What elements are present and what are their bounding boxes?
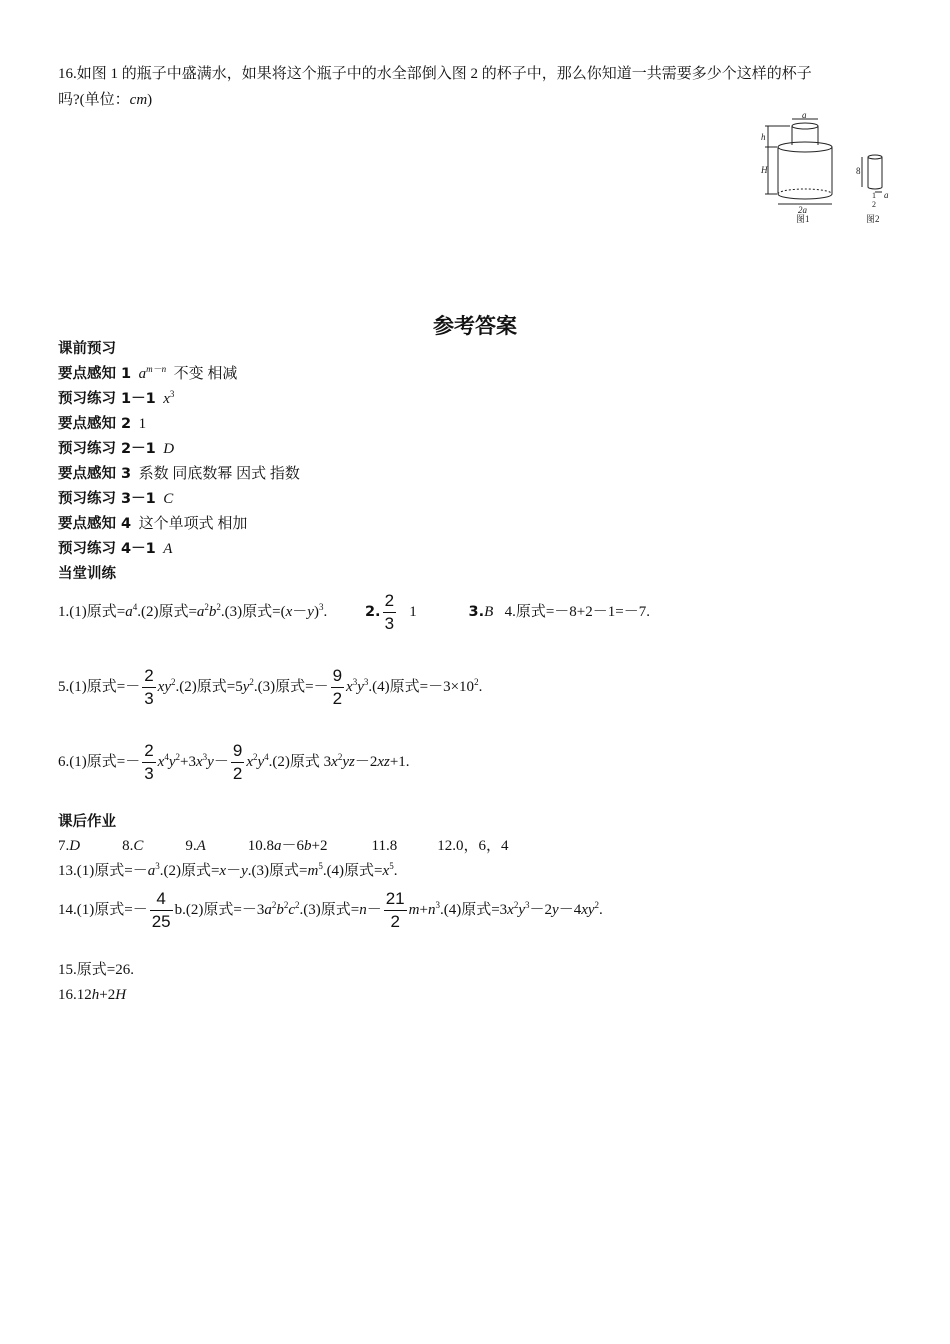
answer-q1-4: 1.(1)原式$=a^4.(2)$原式$=a^2b^2.(3)$原式$=(x-y)^3$. 2. $\frac{2}{3}$ 1 3.B 4.原式=－8+2－1=－7. (58, 591, 650, 634)
bottle-cup-figure (760, 110, 900, 228)
fig1-label-a: a (802, 110, 807, 120)
problem-16-line2: 吗?(单位：cm) (58, 92, 153, 108)
fig2-label-a: a (884, 190, 889, 200)
answer-q16: 16.12h+2H (58, 987, 127, 1003)
fraction-2-3: $\frac{2}{3}$ (384, 591, 395, 634)
answer-row-3: 要点感知 2 1 (58, 416, 147, 432)
answer-row-8: 预习练习 4－1 A (58, 541, 173, 557)
fig2-half-den: 2 (872, 200, 876, 209)
section-preview: 课前预习 (58, 341, 116, 357)
answer-row-1: 要点感知 1 $a^{m-n}$ 不变 相减 (58, 364, 238, 382)
answer-q13: 13.(1)原式$=-a^3.(2)$原式=x－y.(3)原式$=m^5.(4)$原式$=x^5$. (58, 861, 398, 879)
section-classwork: 当堂训练 (58, 566, 116, 582)
fig1-label-H: H (761, 165, 768, 175)
answer-row-6: 预习练习 3－1 C (58, 491, 174, 507)
answer-row-5: 要点感知 3 系数 同底数幂 因式 指数 (58, 466, 300, 482)
section-homework: 课后作业 (58, 814, 116, 830)
answer-row-4: 预习练习 2－1 D (58, 441, 175, 457)
answer-q15: 15.原式=26. (58, 962, 134, 978)
answers-title: 参考答案 (433, 314, 517, 338)
fig2-caption: 图2 (866, 214, 880, 224)
problem-16-line1: 16.如图 1 的瓶子中盛满水，如果将这个瓶子中的水全部倒入图 2 的杯子中，那么你知道一共需要多少个这样的杯子 (58, 66, 812, 82)
answer-q5: 5.(1)原式=－ $\frac{2}{3}$ $xy^2.(2)$原式$=5y^2.(3)$原式=－ $\frac{9}{2}$ $x^3y^3.(4)$原式$=-3\times 10^2$. (58, 666, 483, 709)
fig2-label-8: 8 (856, 166, 861, 176)
answer-q7-12: 7.D 8.C 9.A 10.8a－6b+2 11.8 12.0，6，4 (58, 838, 509, 854)
answer-q14: 14.(1)原式=－ $\frac{4}{25}$ b.(2)原式$=-3a^2b^2c^2.(3)$原式=n－ $\frac{21}{2}$ $m+n^3.(4)$原式$=3x^2y^3-2y-4xy^2$. (58, 889, 603, 932)
answer-row-2: 预习练习 1－1 $x^3$ (58, 389, 175, 407)
answer-row-7: 要点感知 4 这个单项式 相加 (58, 516, 248, 532)
fig1-label-h: h (761, 132, 766, 142)
fig1-label-2a: 2a (798, 205, 807, 215)
fig1-caption: 图1 (796, 214, 810, 224)
answer-q6: 6.(1)原式=－ $\frac{2}{3}$ $x^4y^2+3x^3y-$ $\frac{9}{2}$ $x^2y^4.(2)$原式 $3x^2yz-2xz+1$. (58, 741, 410, 784)
fig2-half-num: 1 (872, 191, 876, 200)
